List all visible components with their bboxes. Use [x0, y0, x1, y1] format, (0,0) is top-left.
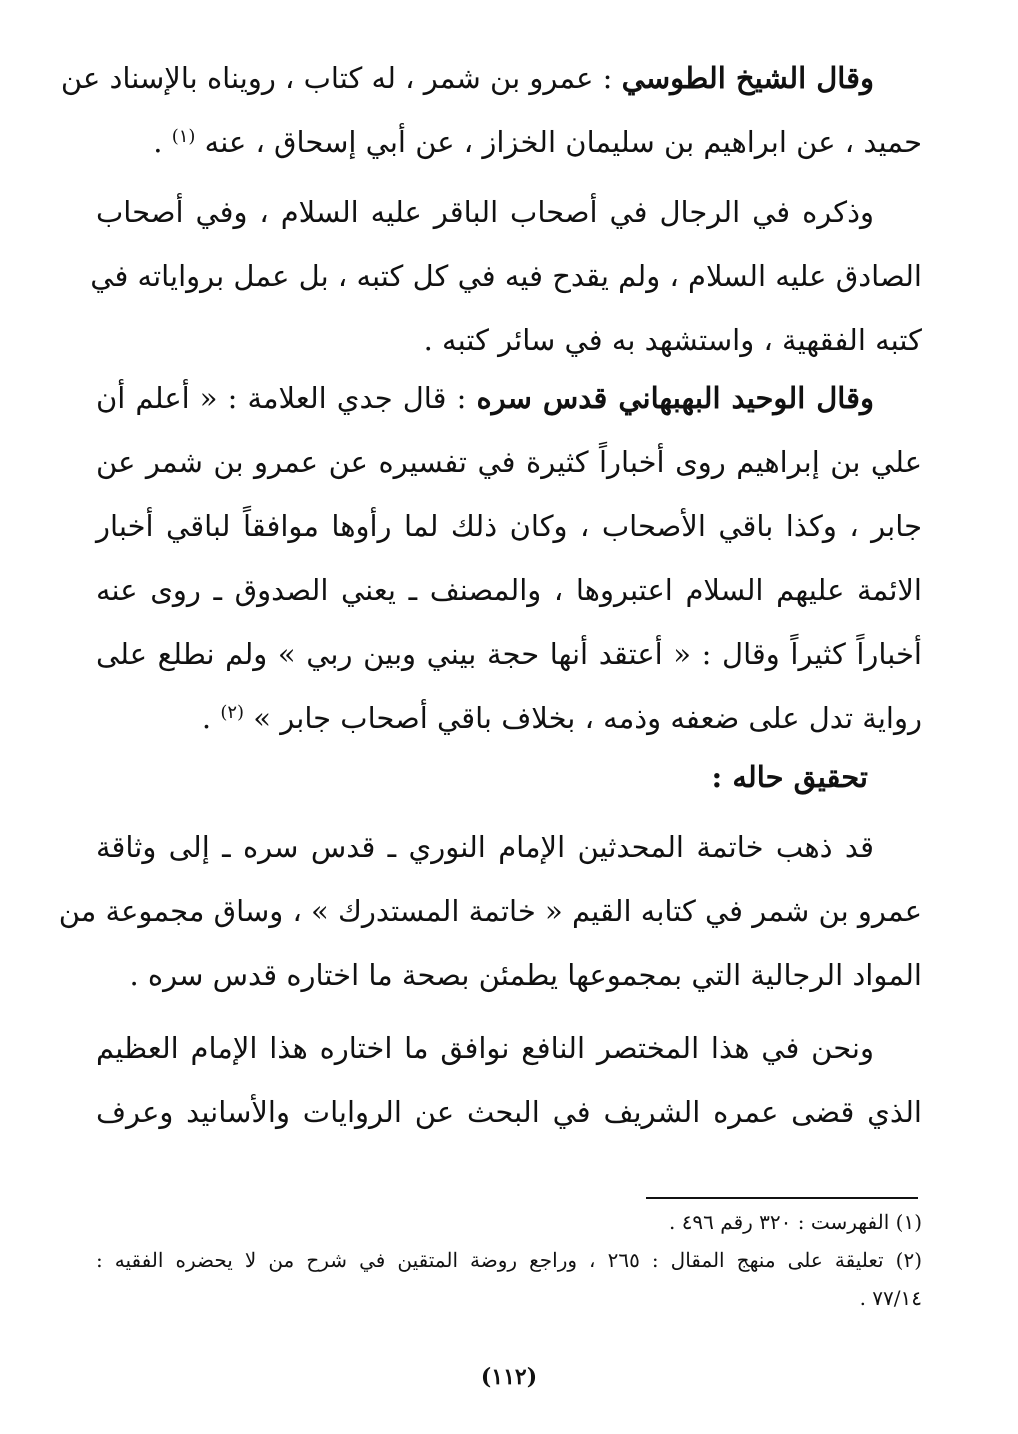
- page-number: (١١٢): [480, 1364, 538, 1390]
- text-line: عمرو بن شمر في كتابه القيم « خاتمة المستدرك » ، وساق مجموعة من: [58, 894, 922, 928]
- text-fragment: حميد ، عن ابراهيم بن سليمان الخزاز ، عن أبي إسحاق ، عنه: [204, 125, 922, 159]
- text-fragment: .: [201, 701, 221, 735]
- text-fragment: .: [153, 125, 172, 159]
- text-line: الصادق عليه السلام ، ولم يقدح فيه في كل كتبه ، بل عمل برواياته في: [90, 259, 922, 293]
- text-line: كتبه الفقهية ، واستشهد به في سائر كتبه .: [423, 323, 922, 357]
- paragraph-rijal: [90, 180, 922, 372]
- text-line: ونحن في هذا المختصر النافع نوافق ما اختاره هذا الإمام العظيم: [96, 1031, 874, 1065]
- footnote-2-continuation: ٧٧/١٤ .: [859, 1286, 922, 1310]
- text-line: علي بن إبراهيم روى أخباراً كثيرة في تفسيره عن عمرو بن شمر عن: [96, 445, 922, 479]
- paragraph-behbahani: [96, 366, 922, 750]
- text-line: المواد الرجالية التي بمجموعها يطمئن بصحة ما اختاره قدس سره .: [129, 958, 922, 992]
- text-line: [96, 366, 922, 430]
- text-fragment: : قال جدي العلامة : « أعلم أن: [96, 381, 477, 415]
- footnotes: [96, 1203, 922, 1317]
- footnote-marker[interactable]: (١): [171, 126, 196, 147]
- text-line: قد ذهب خاتمة المحدثين الإمام النوري ـ قدس سره ـ إلى وثاقة: [96, 830, 874, 864]
- speaker-name: وقال الشيخ الطوسي: [621, 61, 874, 95]
- section-heading: تحقيق حاله :: [711, 760, 868, 794]
- text-line: وذكره في الرجال في أصحاب الباقر عليه السلام ، وفي أصحاب: [96, 195, 874, 229]
- paragraph-conclusion: [96, 1016, 922, 1144]
- footnote-separator: [646, 1197, 918, 1199]
- text-line: [96, 110, 922, 174]
- text-fragment: : عمرو بن شمر ، له كتاب ، رويناه بالإسناد عن: [60, 61, 622, 95]
- paragraph-nouri: [58, 815, 922, 1007]
- paragraph-tusi: [60, 46, 922, 174]
- text-line: [60, 46, 922, 110]
- text-line: الذي قضى عمره الشريف في البحث عن الروايات والأسانيد وعرف: [96, 1095, 922, 1129]
- footnote-2: (٢) تعليقة على منهج المقال : ٢٦٥ ، وراجع روضة المتقين في شرح من لا يحضره الفقيه :: [96, 1248, 923, 1272]
- footnote-1: (١) الفهرست : ٣٢٠ رقم ٤٩٦ .: [668, 1210, 922, 1234]
- footnote-marker[interactable]: (٢): [220, 702, 245, 723]
- text-fragment: رواية تدل على ضعفه وذمه ، بخلاف باقي أصحاب جابر »: [253, 701, 922, 735]
- text-line: أخباراً كثيراً وقال : « أعتقد أنها حجة بيني وبين ربي » ولم نطلع على: [96, 637, 922, 671]
- text-line: جابر ، وكذا باقي الأصحاب ، وكان ذلك لما رأوها موافقاً لباقي أخبار: [96, 509, 922, 543]
- speaker-name: وقال الوحيد البهبهاني قدس سره: [476, 381, 875, 415]
- text-line: [96, 686, 922, 750]
- text-line: الائمة عليهم السلام اعتبروها ، والمصنف ـ يعني الصدوق ـ روى عنه: [96, 573, 922, 607]
